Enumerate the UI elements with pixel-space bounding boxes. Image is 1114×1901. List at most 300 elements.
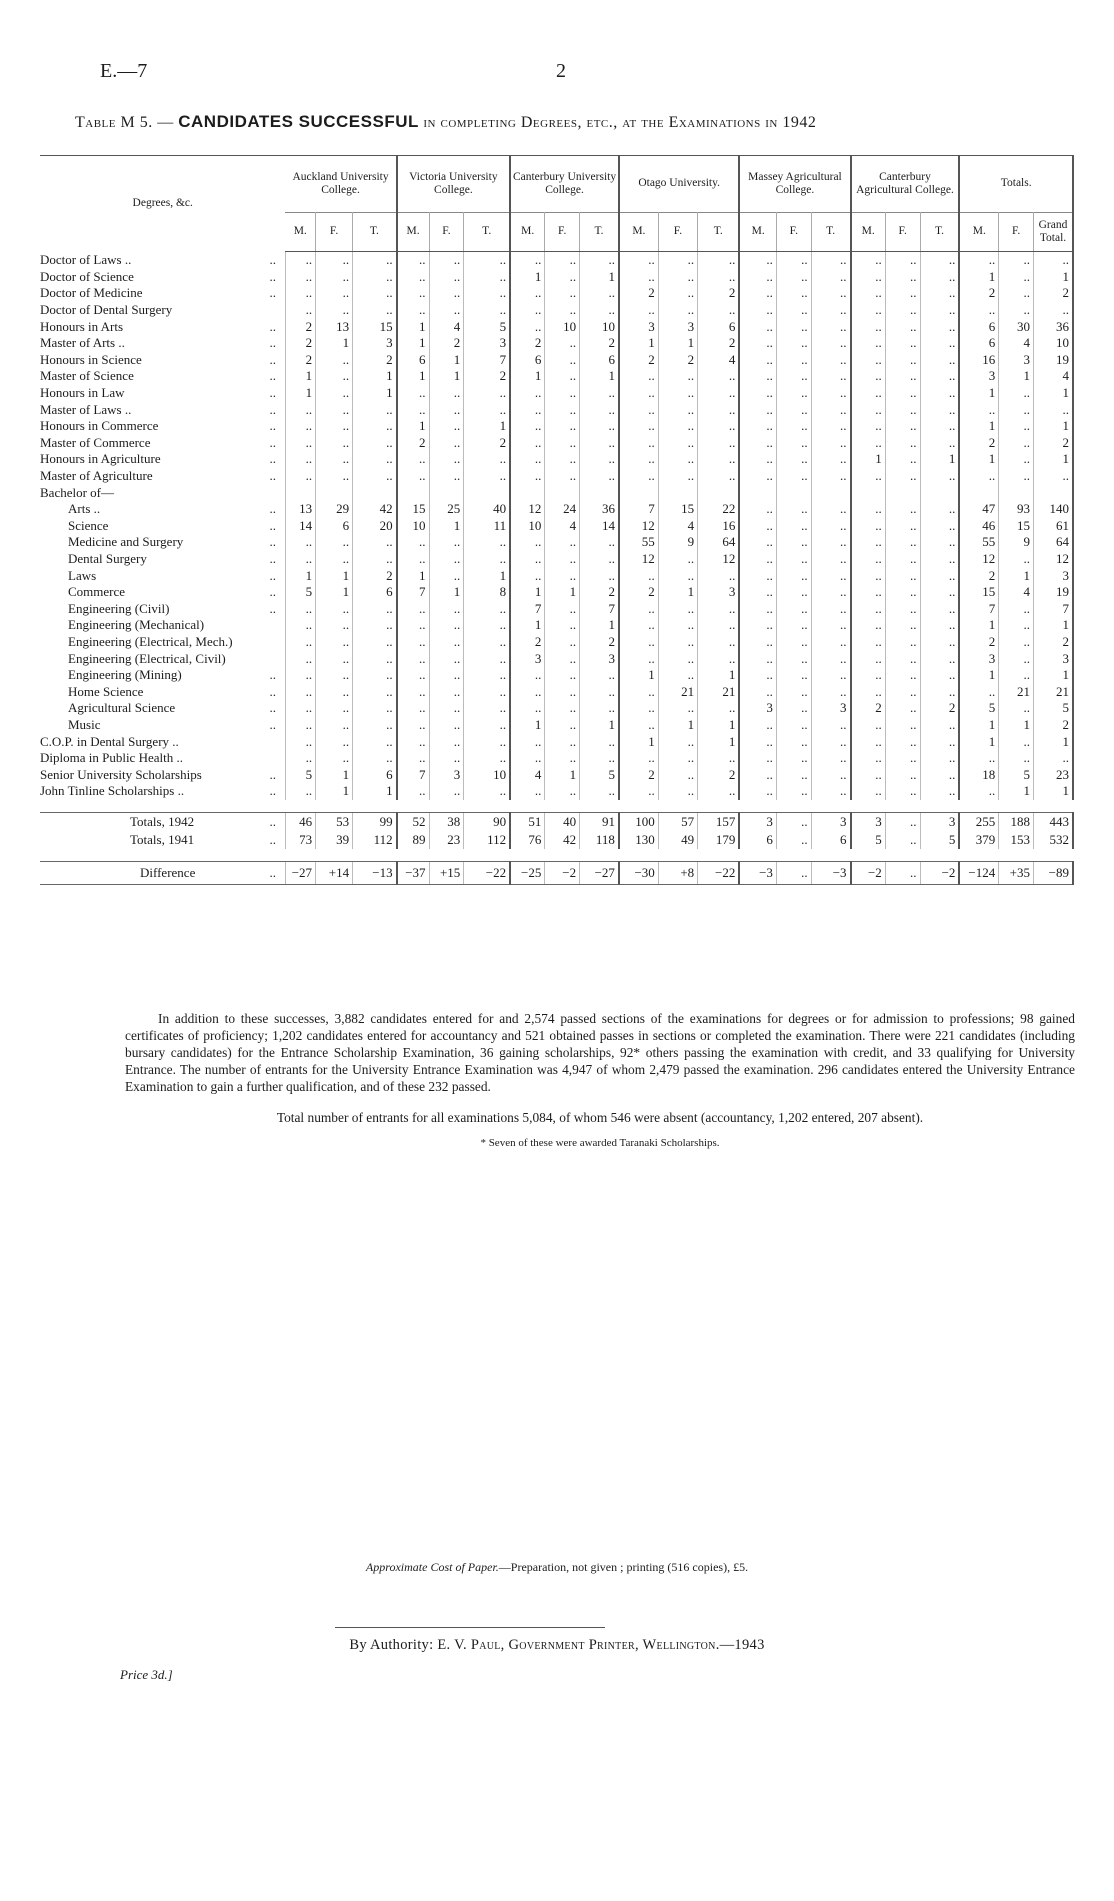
table-cell: 42: [545, 831, 580, 849]
table-cell: ..: [429, 717, 464, 734]
row-label: Senior University Scholarships ..: [40, 766, 285, 783]
table-cell: +15: [429, 861, 464, 884]
table-cell: ..: [959, 750, 998, 767]
table-cell: ..: [739, 451, 776, 468]
table-cell: 8: [464, 584, 510, 601]
table-cell: ..: [851, 418, 886, 435]
group-header: Canterbury Agricultural College.: [851, 156, 960, 213]
table-cell: 19: [1034, 352, 1074, 369]
table-cell: ..: [429, 385, 464, 402]
table-cell: 1: [1034, 667, 1074, 684]
table-cell: 39: [316, 831, 353, 849]
table-cell: [739, 484, 776, 501]
table-cell: 1: [397, 418, 429, 435]
table-row: [40, 401, 1073, 418]
table-cell: 2: [285, 318, 315, 335]
table-cell: 1: [959, 418, 998, 435]
table-cell: −30: [619, 861, 658, 884]
table-cell: ..: [885, 617, 920, 634]
table-cell: ..: [811, 418, 850, 435]
table-cell: ..: [285, 285, 315, 302]
table-cell: ..: [316, 269, 353, 286]
table-cell: +14: [316, 861, 353, 884]
table-row: [40, 352, 1073, 369]
table-cell: 1: [1034, 385, 1074, 402]
row-leader-dots: ..: [269, 468, 276, 484]
table-cell: ..: [429, 534, 464, 551]
table-cell: ..: [545, 252, 580, 269]
table-cell: ..: [397, 733, 429, 750]
table-cell: ..: [851, 518, 886, 535]
table-cell: 4: [698, 352, 740, 369]
table-cell: −2: [851, 861, 886, 884]
table-cell: ..: [353, 650, 397, 667]
table-cell: ..: [776, 831, 811, 849]
table-cell: ..: [397, 302, 429, 319]
table-cell: ..: [885, 766, 920, 783]
table-cell: ..: [739, 368, 776, 385]
table-cell: 188: [999, 812, 1034, 831]
table-cell: ..: [776, 617, 811, 634]
table-cell: ..: [619, 269, 658, 286]
table-cell: ..: [851, 501, 886, 518]
table-cell: ..: [885, 468, 920, 485]
table-cell: 6: [959, 318, 998, 335]
table-cell: ..: [545, 700, 580, 717]
table-cell: 2: [959, 567, 998, 584]
table-cell: ..: [811, 385, 850, 402]
subcol-header: M.: [619, 213, 658, 252]
table-cell: ..: [739, 650, 776, 667]
group-header: Auckland University College.: [285, 156, 396, 213]
table-cell: ..: [776, 501, 811, 518]
table-cell: ..: [316, 418, 353, 435]
table-cell: 100: [619, 812, 658, 831]
table-cell: ..: [397, 667, 429, 684]
table-cell: ..: [429, 252, 464, 269]
table-cell: ..: [698, 468, 740, 485]
table-cell: ..: [316, 650, 353, 667]
table-cell: 3: [698, 584, 740, 601]
table-cell: ..: [580, 418, 619, 435]
table-title-prefix: Table M 5. —: [75, 114, 174, 131]
table-cell: 10: [510, 518, 545, 535]
table-cell: ..: [920, 501, 959, 518]
table-cell: ..: [619, 252, 658, 269]
table-cell: ..: [580, 567, 619, 584]
table-cell: ..: [999, 252, 1034, 269]
table-cell: ..: [397, 717, 429, 734]
table-cell: ..: [811, 617, 850, 634]
table-cell: ..: [885, 717, 920, 734]
table-cell: ..: [619, 700, 658, 717]
row-label: Doctor of Laws .. ..: [40, 252, 285, 269]
row-label: Arts .. ..: [40, 501, 285, 518]
table-cell: ..: [851, 302, 886, 319]
row-leader-dots: ..: [269, 385, 276, 401]
table-cell: 1: [959, 667, 998, 684]
table-row: [40, 534, 1073, 551]
table-cell: ..: [545, 368, 580, 385]
subcol-header: T.: [920, 213, 959, 252]
table-cell: 21: [658, 683, 697, 700]
table-cell: ..: [545, 468, 580, 485]
subcol-header: F.: [999, 213, 1034, 252]
row-label: Laws ..: [40, 567, 285, 584]
table-cell: ..: [316, 700, 353, 717]
table-cell: ..: [739, 385, 776, 402]
table-cell: 6: [739, 831, 776, 849]
table-cell: 51: [510, 812, 545, 831]
table-cell: ..: [397, 534, 429, 551]
table-cell: 12: [619, 551, 658, 568]
table-cell: ..: [920, 683, 959, 700]
subcol-header: F.: [545, 213, 580, 252]
table-cell: 1: [851, 451, 886, 468]
row-label: Totals, 1942 ..: [40, 812, 285, 831]
table-cell: 1: [619, 667, 658, 684]
table-cell: −3: [811, 861, 850, 884]
table-cell: ..: [545, 451, 580, 468]
table-cell: ..: [580, 783, 619, 800]
notes-footnote: * Seven of these were awarded Taranaki Scholarships.: [480, 1137, 720, 1149]
table-cell: ..: [698, 600, 740, 617]
table-row: [40, 700, 1073, 717]
table-cell: ..: [316, 368, 353, 385]
table-cell: 2: [353, 567, 397, 584]
table-cell: ..: [464, 285, 510, 302]
table-cell: 2: [510, 335, 545, 352]
table-cell: [464, 484, 510, 501]
table-cell: 1: [510, 269, 545, 286]
table-cell: ..: [545, 617, 580, 634]
table-cell: ..: [285, 252, 315, 269]
table-cell: −22: [464, 861, 510, 884]
table-row: [40, 302, 1073, 319]
table-cell: ..: [739, 501, 776, 518]
table-row: [40, 501, 1073, 518]
table-cell: ..: [429, 683, 464, 700]
table-cell: ..: [510, 750, 545, 767]
table-cell: 1: [353, 783, 397, 800]
table-cell: 76: [510, 831, 545, 849]
table-cell: ..: [658, 269, 697, 286]
table-cell: 379: [959, 831, 998, 849]
table-cell: 91: [580, 812, 619, 831]
table-cell: ..: [429, 468, 464, 485]
row-leader-dots: ..: [269, 567, 276, 583]
table-cell: 2: [959, 634, 998, 651]
table-cell: ..: [580, 683, 619, 700]
row-label: Engineering (Civil) ..: [40, 600, 285, 617]
table-cell: ..: [658, 435, 697, 452]
table-cell: 1: [999, 368, 1034, 385]
table-cell: ..: [510, 401, 545, 418]
table-cell: 38: [429, 812, 464, 831]
table-cell: 57: [658, 812, 697, 831]
row-leader-dots: ..: [269, 584, 276, 600]
row-label: Dental Surgery ..: [40, 551, 285, 568]
table-title-rest: in completing Degrees, etc., at the Examinations in 1942: [423, 114, 817, 131]
table-cell: 2: [580, 335, 619, 352]
table-cell: 157: [698, 812, 740, 831]
table-cell: ..: [353, 634, 397, 651]
table-cell: ..: [920, 368, 959, 385]
table-cell: 1: [429, 584, 464, 601]
table-cell: ..: [464, 667, 510, 684]
table-cell: [776, 484, 811, 501]
table-cell: ..: [285, 401, 315, 418]
table-cell: 3: [811, 700, 850, 717]
authority-line: [0, 1637, 1114, 1654]
subcol-header: F.: [316, 213, 353, 252]
table-cell: 7: [397, 766, 429, 783]
table-cell: ..: [316, 468, 353, 485]
table-cell: ..: [353, 700, 397, 717]
table-cell: ..: [920, 717, 959, 734]
table-cell: ..: [580, 435, 619, 452]
table-cell: ..: [811, 352, 850, 369]
table-cell: ..: [999, 285, 1034, 302]
table-cell: ..: [885, 861, 920, 884]
table-cell: ..: [776, 650, 811, 667]
table-cell: 2: [464, 435, 510, 452]
table-cell: 6: [316, 518, 353, 535]
table-cell: ..: [739, 617, 776, 634]
table-cell: ..: [464, 700, 510, 717]
table-cell: 1: [316, 584, 353, 601]
table-cell: ..: [429, 634, 464, 651]
table-cell: 1: [698, 733, 740, 750]
group-header: Otago University.: [619, 156, 739, 213]
table-cell: ..: [885, 285, 920, 302]
table-cell: 7: [464, 352, 510, 369]
table-cell: 532: [1034, 831, 1074, 849]
table-cell: 1: [580, 368, 619, 385]
table-cell: ..: [285, 750, 315, 767]
table-cell: 6: [397, 352, 429, 369]
table-cell: 15: [353, 318, 397, 335]
table-cell: ..: [429, 750, 464, 767]
table-cell: ..: [429, 567, 464, 584]
table-cell: 1: [429, 518, 464, 535]
table-cell: ..: [739, 634, 776, 651]
table-cell: ..: [811, 584, 850, 601]
table-cell: ..: [510, 551, 545, 568]
table-cell: 3: [580, 650, 619, 667]
table-cell: ..: [885, 634, 920, 651]
subcol-header: M.: [851, 213, 886, 252]
table-cell: ..: [285, 451, 315, 468]
table-cell: ..: [851, 285, 886, 302]
table-cell: −13: [353, 861, 397, 884]
table-cell: ..: [920, 418, 959, 435]
table-cell: 21: [999, 683, 1034, 700]
table-cell: ..: [885, 269, 920, 286]
table-cell: ..: [739, 518, 776, 535]
table-cell: ..: [920, 650, 959, 667]
table-cell: 21: [698, 683, 740, 700]
table-cell: ..: [776, 318, 811, 335]
candidates-table: [40, 155, 1074, 885]
table-cell: 3: [1034, 567, 1074, 584]
table-cell: 1: [999, 717, 1034, 734]
table-cell: 10: [397, 518, 429, 535]
table-cell: 52: [397, 812, 429, 831]
table-cell: ..: [397, 401, 429, 418]
table-cell: 7: [580, 600, 619, 617]
row-leader-dots: ..: [269, 831, 276, 847]
table-cell: ..: [811, 717, 850, 734]
table-cell: ..: [316, 551, 353, 568]
table-cell: ..: [999, 600, 1034, 617]
row-label: Honours in Law ..: [40, 385, 285, 402]
table-cell: ..: [776, 435, 811, 452]
table-cell: 1: [658, 584, 697, 601]
table-cell: 1: [285, 567, 315, 584]
row-label: Master of Laws .. ..: [40, 401, 285, 418]
row-label: Doctor of Science ..: [40, 269, 285, 286]
subcol-header: T.: [464, 213, 510, 252]
table-cell: ..: [999, 468, 1034, 485]
table-cell: [959, 484, 998, 501]
table-cell: ..: [285, 717, 315, 734]
row-label: John Tinline Scholarships .. ..: [40, 783, 285, 800]
table-cell: ..: [658, 783, 697, 800]
table-cell: ..: [285, 435, 315, 452]
table-cell: 1: [959, 269, 998, 286]
table-cell: ..: [999, 401, 1034, 418]
table-row: [40, 667, 1073, 684]
notes-paragraph: In addition to these successes, 3,882 candidates entered for and 2,574 passed sections of the examinations for degrees or for admission to professions; 98 gained certificates of proficiency; 1,202 candidates entered for accountancy and 521 obtained passes in sections or completed the examination. There were 221 candidates (including bursary candidates) for the Entrance Scholarship Examination, 36 gaining scholarships, 92* others passing the examination with credit, and 33 qualifying for University Entrance. The number of entrants for the University Entrance Examination was 4,947 of whom 2,479 passed the examination. 296 candidates entered the University Entrance Examination to gain a further qualification, and of these 232 passed.: [125, 1011, 1075, 1094]
table-cell: +8: [658, 861, 697, 884]
table-row: [40, 766, 1073, 783]
table-cell: ..: [698, 650, 740, 667]
table-cell: 55: [959, 534, 998, 551]
table-cell: ..: [739, 269, 776, 286]
table-cell: ..: [920, 534, 959, 551]
table-cell: 36: [580, 501, 619, 518]
table-cell: ..: [285, 683, 315, 700]
table-cell: ..: [851, 667, 886, 684]
table-cell: ..: [698, 750, 740, 767]
table-cell: 21: [1034, 683, 1074, 700]
table-cell: ..: [739, 600, 776, 617]
table-cell: ..: [545, 683, 580, 700]
table-row: [40, 600, 1073, 617]
table-cell: ..: [353, 551, 397, 568]
table-cell: ..: [316, 683, 353, 700]
table-spacer: [40, 849, 1073, 862]
table-cell: ..: [776, 584, 811, 601]
row-leader-dots: ..: [269, 434, 276, 450]
table-cell: 1: [698, 667, 740, 684]
table-cell: 6: [959, 335, 998, 352]
table-cell: ..: [397, 750, 429, 767]
table-cell: 14: [285, 518, 315, 535]
table-cell: ..: [920, 551, 959, 568]
table-cell: ..: [464, 534, 510, 551]
table-cell: ..: [920, 750, 959, 767]
table-cell: 3: [999, 352, 1034, 369]
row-label: Commerce ..: [40, 584, 285, 601]
table-cell: 73: [285, 831, 315, 849]
table-cell: ..: [464, 468, 510, 485]
table-cell: 1: [698, 717, 740, 734]
table-cell: ..: [851, 567, 886, 584]
table-cell: 1: [510, 617, 545, 634]
table-cell: ..: [959, 683, 998, 700]
table-cell: 23: [429, 831, 464, 849]
table-cell: 1: [999, 567, 1034, 584]
row-leader-dots: ..: [269, 766, 276, 782]
row-label: Master of Agriculture ..: [40, 468, 285, 485]
table-cell: ..: [353, 269, 397, 286]
table-cell: ..: [316, 667, 353, 684]
table-cell: 1: [510, 368, 545, 385]
table-cell: 10: [1034, 335, 1074, 352]
table-cell: 4: [999, 335, 1034, 352]
table-cell: ..: [397, 451, 429, 468]
table-cell: ..: [811, 401, 850, 418]
table-cell: [429, 484, 464, 501]
notes-section: [125, 1010, 1075, 1152]
table-cell: ..: [999, 634, 1034, 651]
table-cell: 42: [353, 501, 397, 518]
table-cell: ..: [851, 335, 886, 352]
table-cell: ..: [739, 352, 776, 369]
table-cell: ..: [397, 269, 429, 286]
table-cell: 20: [353, 518, 397, 535]
table-cell: ..: [353, 617, 397, 634]
row-label: Engineering (Electrical, Civil): [68, 650, 226, 666]
table-cell: 49: [658, 831, 697, 849]
table-cell: ..: [510, 534, 545, 551]
table-cell: ..: [811, 667, 850, 684]
table-cell: ..: [658, 667, 697, 684]
table-cell: ..: [429, 733, 464, 750]
row-label: Doctor of Medicine ..: [40, 285, 285, 302]
table-cell: 3: [429, 766, 464, 783]
table-cell: ..: [316, 401, 353, 418]
row-label: Totals, 1941 ..: [40, 831, 285, 849]
table-cell: 5: [959, 700, 998, 717]
table-row: [40, 484, 1073, 501]
table-cell: 1: [920, 451, 959, 468]
table-cell: 14: [580, 518, 619, 535]
table-cell: ..: [920, 783, 959, 800]
table-cell: −124: [959, 861, 998, 884]
table-cell: ..: [776, 783, 811, 800]
table-cell: ..: [739, 418, 776, 435]
table-cell: ..: [285, 302, 315, 319]
table-cell: ..: [397, 700, 429, 717]
table-cell: ..: [885, 435, 920, 452]
table-cell: ..: [920, 567, 959, 584]
table-cell: ..: [658, 418, 697, 435]
table-cell: 3: [811, 812, 850, 831]
table-cell: ..: [580, 750, 619, 767]
table-cell: 153: [999, 831, 1034, 849]
table-cell: ..: [698, 368, 740, 385]
table-cell: ..: [739, 766, 776, 783]
table-cell: ..: [580, 252, 619, 269]
table-cell: ..: [885, 650, 920, 667]
table-cell: 64: [1034, 534, 1074, 551]
table-cell: ..: [920, 252, 959, 269]
table-cell: ..: [429, 451, 464, 468]
table-cell: 90: [464, 812, 510, 831]
